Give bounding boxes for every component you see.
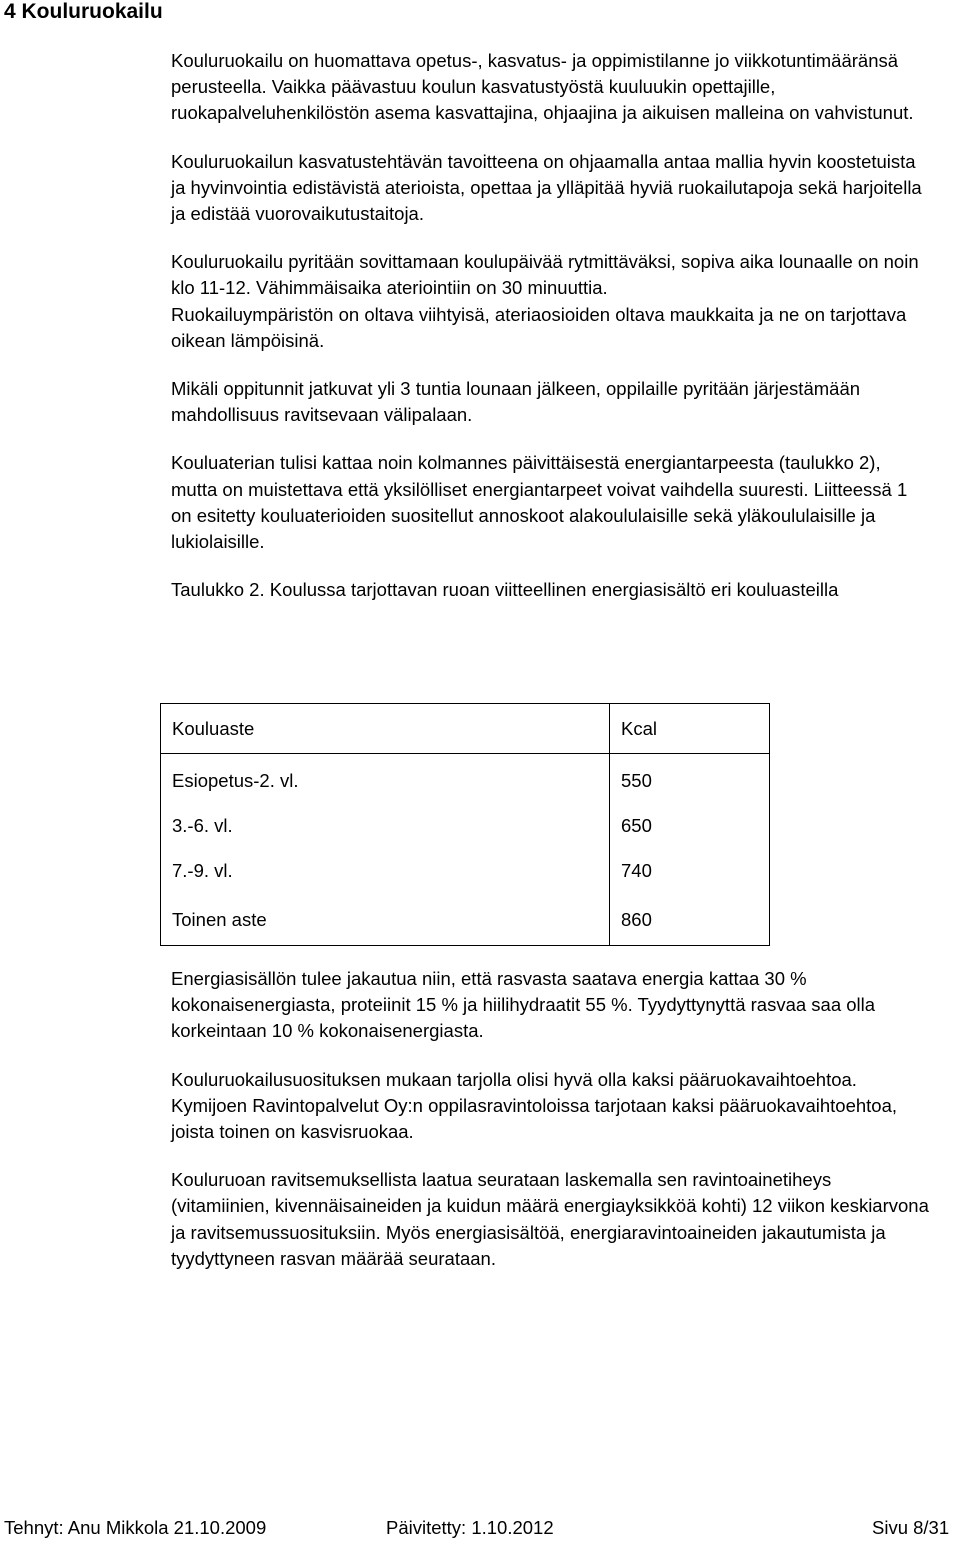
paragraph-quality-monitoring: Kouluruoan ravitsemuksellista laatua seurataan laskemalla sen ravintoainetiheys (vitamiinien, kivennäisaineiden ja kuidun määrä energiayksikköä kohti) 12 viikon keskiarvona ja ravitsemussuosituksiin. Myös energiasisältöä, energiaravintoaineiden jakautumista ja tyydyttyneen rasvan määrää seurataan. [171,1169,929,1269]
table-cell: Toinen aste [161,894,610,946]
paragraph-energy-need: Kouluaterian tulisi kattaa noin kolmannes päivittäisestä energiantarpeesta (taulukko 2), mutta on muistettava että yksilölliset energiantarpeet voivat vaihdella suuresti. Liitteessä 1 on esitetty kouluaterioiden suositellut annoskoot alakoululaisille sekä yläkoululaisille ja lukiolaisille. [171,452,908,553]
paragraph-timing: Kouluruokailu pyritään sovittamaan koulupäivää rytmittäväksi, sopiva aika lounaalle on noin klo 11-12. Vähimmäisaika ateriointiin on 30 minuuttia. [171,251,919,299]
table-header-row [161,704,770,754]
footer-author: Tehnyt: Anu Mikkola 21.10.2009 [4,1517,267,1538]
table-cell: 7.-9. vl. [161,848,610,894]
table-cell: 550 [621,769,652,791]
table-cell: 740 [621,860,652,881]
paragraph-intro: Kouluruokailu on huomattava opetus-, kasvatus- ja oppimistilanne jo viikkotuntimääränsä perusteella. Vaikka päävastuu koulun kasvatustyöstä kuuluukin opettajille, ruokapalveluhenkilöstön asema kasvattajina, ohjaajina ja aikuisen malleina on vahvistunut. [171,50,914,124]
paragraph-main-dishes: Kouluruokailusuosituksen mukaan tarjolla olisi hyvä olla kaksi pääruokavaihtoehtoa. Kymijoen Ravintopalvelut Oy:n oppilasravintoloissa tarjotaan kaksi pääruokavaihtoehtoa, joista toinen on kasvisruokaa. [171,1068,898,1143]
paragraph-snack: Mikäli oppitunnit jatkuvat yli 3 tuntia lounaan jälkeen, oppilaille pyritään järjestämään mahdollisuus ravitsevaan välipalaan. [171,378,861,426]
table-cell: Esiopetus-2. vl. [161,754,610,804]
footer-page-number: Sivu 8/31 [872,1517,950,1538]
table-header-cell: Kcal [610,704,770,754]
table-header-cell: Kouluaste [161,704,610,754]
paragraph-nutrient-split: Energiasisällön tulee jakautua niin, että rasvasta saatava energia kattaa 30 % kokonaisenergiasta, proteiinit 15 % ja hiilihydraatit 55 %. Tyydyttynyttä rasvaa saa olla korkeintaan 10 % kokonaisenergiasta. [171,968,876,1042]
table-row [161,754,770,804]
table-row [161,848,770,894]
paragraph-goals: Kouluruokailun kasvatustehtävän tavoitteena on ohjaamalla antaa mallia hyvin koostetuista ja hyvinvointia edistävistä aterioista, opettaa ja ylläpitää hyviä ruokailutapoja sekä harjoitella ja edistää vuorovaikutustaitoja. [171,150,922,225]
table-caption: Taulukko 2. Koulussa tarjottavan ruoan viitteellinen energiasisältö eri kouluasteilla [171,579,839,601]
body-text-before-table [171,48,931,603]
footer-updated: Päivitetty: 1.10.2012 [386,1517,554,1538]
table-cell: 650 [621,814,652,836]
paragraph-environment: Ruokailuympäristön on oltava viihtyisä, ateriaosioiden oltava maukkaita ja ne on tarjottava oikean lämpöisinä. [171,303,907,351]
table-row [161,894,770,946]
energy-table [160,703,770,946]
table-cell: 860 [621,908,652,930]
body-text-after-table [171,966,931,1294]
table-cell: 3.-6. vl. [161,803,610,848]
table-row [161,803,770,848]
section-heading: 4 Kouluruokailu [4,0,163,23]
